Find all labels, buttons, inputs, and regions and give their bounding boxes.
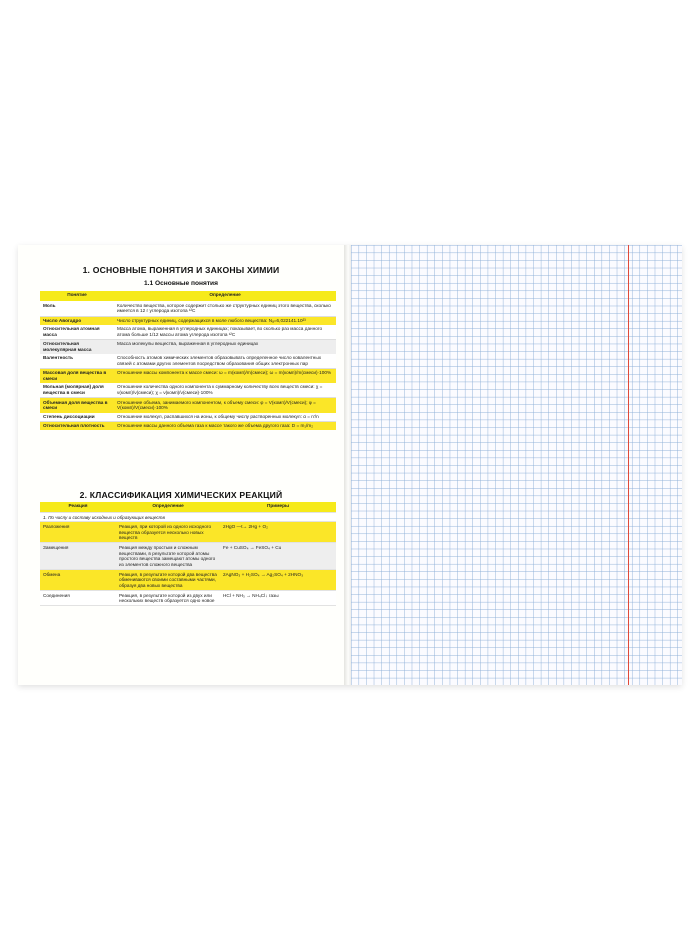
definition-cell: Отношение объема, занимаемого компонентом, к объему смеси: φ = V(комп)/V(смеси); φ = V(комп)/V(смеси)·100% [114,398,336,413]
reaction-type-cell: Обмена [40,570,116,591]
reaction-example-cell: HCl + NH₃ → NH₄Cl↓ газы [220,591,336,606]
notebook-spread [18,245,682,685]
table-row [40,339,336,354]
table-row [40,522,336,543]
definition-cell: Масса молекулы вещества, выраженная в углеродных единицах [114,339,336,354]
definition-cell: Количество вещества, которое содержит столько же структурных единиц этого вещества, сколько имеется в 12 г углерода изотопа ¹²C [114,301,336,316]
definition-cell: Отношение массы компонента к массе смеси: ω = m(комп)/m(смеси); ω = m(комп)/m(смеси)·100% [114,369,336,384]
reaction-definition-cell: Реакция, при которой из одного исходного вещества образуется несколько новых веществ [116,522,220,543]
term-cell: Валентность [40,354,114,369]
reaction-classification-table [40,502,336,606]
main-title: 1. ОСНОВНЫЕ ПОНЯТИЯ И ЗАКОНЫ ХИМИИ [82,265,280,275]
table2-subheading: 1. По числу и составу исходных и образующих веществ [40,513,336,522]
definition-cell: Масса атома, выраженная в углеродных единицах; показывает, во сколько раз масса данного атома больше 1/12 массы атома углерода изотопа ¹²C [114,325,336,340]
term-cell: Мольная (молярная) доля вещества в смеси [40,383,114,398]
notebook-spine [344,245,351,685]
table2-header-definition: Определение [116,502,220,513]
definition-cell: Способность атомов химических элементов образовывать определенное число ковалентных связей с атомами других элементов посредством образования общих электронных пар [114,354,336,369]
table1-header-term: Понятие [40,291,114,301]
table2-subheading-row [40,513,336,522]
reaction-example-cell: 2HgO —t→ 2Hg + O₂ [220,522,336,543]
reaction-definition-cell: Реакция между простым и сложным веществами, в результате которой атомы простого вещества замещают атомы одного из элементов сложного вещества [116,543,220,570]
table-row [40,354,336,369]
table-row [40,413,336,422]
table-row [40,325,336,340]
reaction-definition-cell: Реакция, в результате которой из двух или нескольких веществ образуется одно новое [116,591,220,606]
definition-cell: Отношение количества одного компонента к суммарному количеству всех веществ смеси: χ = ν(комп)/ν(смеси); χ = ν(комп)/ν(смеси)·100% [114,383,336,398]
table-row [40,570,336,591]
table-row [40,316,336,325]
reaction-type-cell: Соединения [40,591,116,606]
term-cell: Объемная доля вещества в смеси [40,398,114,413]
reaction-example-cell: Fe + CuSO₄ → FeSO₄ + Cu [220,543,336,570]
term-cell: Относительная молекулярная масса [40,339,114,354]
reaction-type-cell: Разложения [40,522,116,543]
table-row [40,421,336,430]
section2-title: 2. КЛАССИФИКАЦИЯ ХИМИЧЕСКИХ РЕАКЦИЙ [79,490,283,500]
margin-line [628,245,629,685]
reaction-type-cell: Замещения [40,543,116,570]
term-cell: Степень диссоциации [40,413,114,422]
table-row [40,398,336,413]
grid-paper-page [351,245,682,685]
term-cell: Относительная плотность [40,421,114,430]
table2-header-reaction: Реакция [40,502,116,513]
table2-header-examples: Примеры [220,502,336,513]
left-cover-page [18,245,344,685]
table2-header-row [40,502,336,513]
term-cell: Относительная атомная масса [40,325,114,340]
table-row [40,301,336,316]
reaction-definition-cell: Реакция, в результате которой два вещества обмениваются своими составными частями, образуя два новых вещества [116,570,220,591]
table1-header-row [40,291,336,301]
definition-cell: Отношение молекул, распавшихся на ионы, к общему числу растворенных молекул: α = n′/n [114,413,336,422]
term-cell: Число Авогадро [40,316,114,325]
table1-header-definition: Определение [114,291,336,301]
table-row [40,383,336,398]
definition-cell: Число структурных единиц, содержащихся в моле любого вещества: Nₐ=6,022141.10²³ [114,316,336,325]
basic-concepts-table [40,291,336,430]
table-row [40,543,336,570]
term-cell: Массовая доля вещества в смеси [40,369,114,384]
subtitle: 1.1 Основные понятия [144,280,218,287]
table-row [40,369,336,384]
term-cell: Моль [40,301,114,316]
reaction-example-cell: 2AgNO₃ + H₂SO₄ → Ag₂SO₄ + 2HNO₃ [220,570,336,591]
definition-cell: Отношение массы данного объема газа к массе такого же объема другого газа: D = m₁/m₂ [114,421,336,430]
table-row [40,591,336,606]
